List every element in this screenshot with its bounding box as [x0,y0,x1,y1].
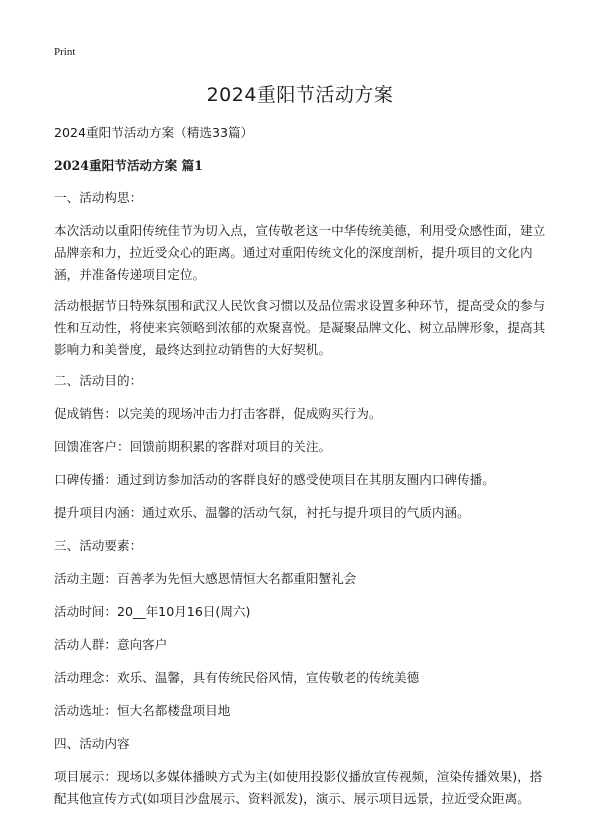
section-heading-concept: 一、活动构思： [54,190,143,205]
goal-item-connotation: 提升项目内涵：通过欢乐、温馨的活动气氛，衬托与提升项目的气质内涵。 [54,505,470,520]
goal-item-sales: 促成销售：以完美的现场冲击力打击客群，促成购买行为。 [54,406,382,421]
document-subtitle: 2024重阳节活动方案（精选33篇） [54,125,254,140]
element-theme: 活动主题：百善孝为先恒大感恩情恒大名都重阳蟹礼会 [54,571,357,586]
section-heading-goals: 二、活动目的： [54,373,143,388]
content-paragraph-1: 项目展示：现场以多媒体播映方式为主(如使用投影仪播放宣传视频，渲染传播效果)，搭配其他宣传方式(如项目沙盘展示、资料派发)，演示、展示项目远景，拉近受众距离。 [54,769,543,806]
concept-paragraph-2: 活动根据节日特殊氛围和武汉人民饮食习惯以及品位需求设置多种环节，提高受众的参与性和互动性，将使来宾领略到浓郁的欢聚喜悦。是凝聚品牌文化、树立品牌形象，提高其影响力和美誉度，最终达到拉动销售的大好契机。 [54,298,546,357]
print-link[interactable]: Print [54,46,76,58]
element-site: 活动选址：恒大名都楼盘项目地 [54,703,231,718]
document-body [54,122,554,819]
element-concept: 活动理念：欢乐、温馨，具有传统民俗风情，宣传敬老的传统美德 [54,670,420,685]
goal-item-feedback: 回馈准客户：回馈前期积累的客群对项目的关注。 [54,439,332,454]
section-heading-elements: 三、活动要素： [54,538,143,553]
section-heading-content: 四、活动内容 [54,736,130,751]
concept-paragraph-1: 本次活动以重阳传统佳节为切入点，宣传敬老这一中华传统美德，利用受众感性面，建立品牌亲和力，拉近受众心的距离。通过对重阳传统文化的深度剖析，提升项目的文化内涵，并准备传递项目定位。 [54,223,546,282]
element-audience: 活动人群：意向客户 [54,637,168,652]
article-heading: 2024重阳节活动方案 篇1 [54,158,203,173]
goal-item-word-of-mouth: 口碑传播：通过到访参加活动的客群良好的感受使项目在其朋友圈内口碑传播。 [54,472,495,487]
element-time: 活动时间：20__年10月16日(周六) [54,604,251,619]
page-title: 2024重阳节活动方案 [206,84,394,106]
